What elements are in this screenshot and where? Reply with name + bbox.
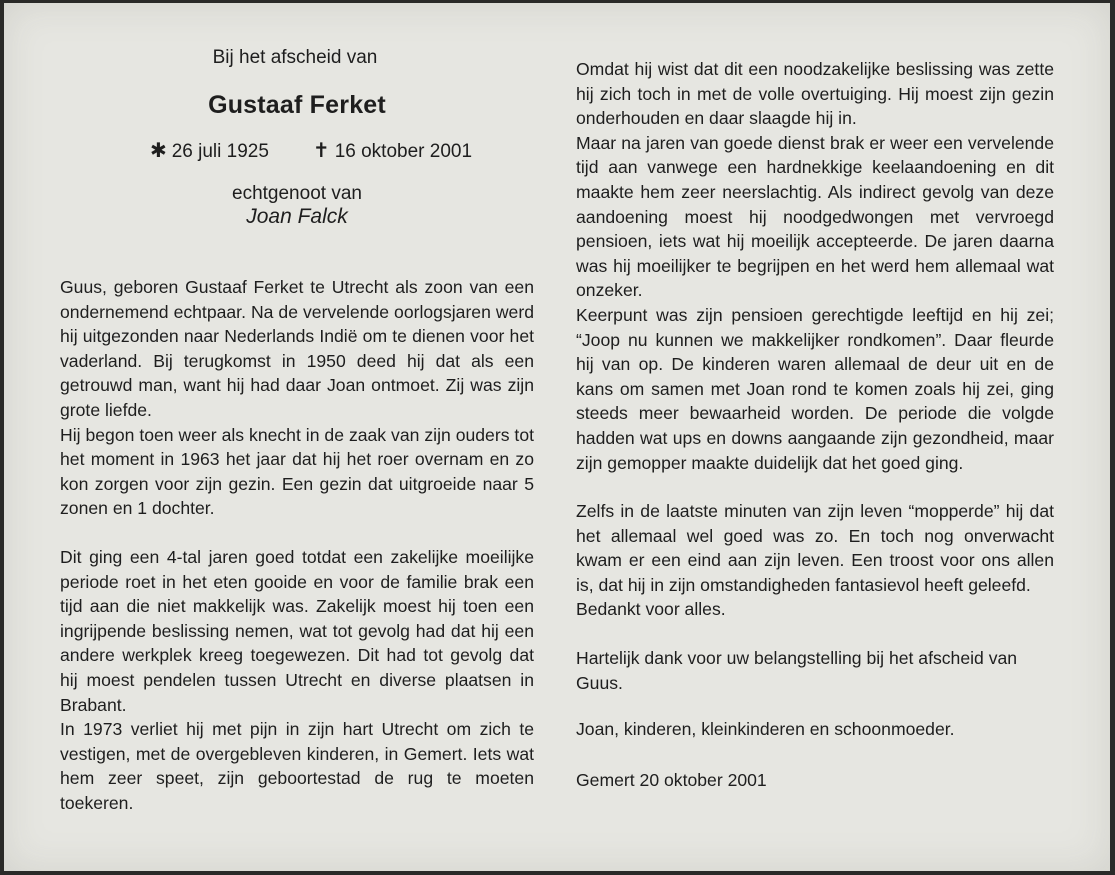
paragraph-gap bbox=[576, 475, 1054, 499]
left-paragraph-4: In 1973 verliet hij met pijn in zijn hart Utrecht om zich te vestigen, met de overgebleven kinderen, in Gemert. Iets wat hem zeer speet, zijn geboortestad de rug te moeten toekeren. bbox=[60, 719, 534, 813]
deceased-name: Gustaaf Ferket bbox=[208, 91, 386, 119]
birth-star-icon: ✱ bbox=[149, 140, 167, 162]
death-date: 16 oktober 2001 bbox=[334, 141, 473, 162]
spouse-name: Joan Falck bbox=[246, 205, 348, 228]
place-date-line: Gemert 20 oktober 2001 bbox=[576, 769, 767, 790]
memorial-card bbox=[4, 3, 1110, 871]
signature-line: Joan, kinderen, kleinkinderen en schoonmoeder. bbox=[576, 719, 955, 740]
right-paragraph-3: Keerpunt was zijn pensioen gerechtigde leeftijd en hij zei; “Joop nu kunnen we makkelijker rondkomen”. Daar fleurde hij van op. De kinderen waren allemaal de deur uit en de kans om samen met Joan rond te komen zoals hij zei, ging steeds meer bewaarheid worden. De periode die volgde hadden wat ups en downs aangaande zijn gezondheid, maar zijn gemopper maakte duidelijk dat het goed ging. bbox=[576, 304, 1054, 473]
right-column bbox=[576, 57, 1054, 792]
paragraph-gap bbox=[60, 521, 534, 545]
birth-date: 26 juli 1925 bbox=[171, 141, 269, 162]
life-dates bbox=[60, 138, 534, 163]
thanks-line: Hartelijk dank voor uw belangstelling bij het afscheid van Guus. bbox=[576, 648, 1018, 693]
right-paragraph-4: Zelfs in de laatste minuten van zijn leven “mopperde” hij dat het allemaal wel goed was zo. En toch nog onverwacht kwam er een eind aan zijn leven. Een troost voor ons allen is, dat hij in zijn omstandigheden fantasievol heeft geleefd. bbox=[576, 501, 1054, 595]
death-cross-icon: ✝ bbox=[312, 140, 330, 162]
left-column bbox=[60, 47, 534, 815]
left-paragraph-2: Hij begon toen weer als knecht in de zaak van zijn ouders tot het moment in 1963 het jaar dat hij het roer overnam en zo kon zorgen voor zijn gezin. Een gezin dat uitgroeide naar 5 zonen en 1 dochter. bbox=[60, 424, 534, 519]
left-paragraph-1: Guus, geboren Gustaaf Ferket te Utrecht als zoon van een ondernemend echtpaar. Na de vervelende oorlogsjaren werd hij uitgezonden naar Nederlands Indië om te dienen voor het vaderland. Bij terugkomst in 1950 deed hij dat als een getrouwd man, want hij had daar Joan ontmoet. Zij was zijn grote liefde. bbox=[60, 277, 534, 420]
left-paragraph-3: Dit ging een 4-tal jaren goed totdat een zakelijke moeilijke periode roet in het eten gooide en voor de familie brak een tijd aan die niet makkelijk was. Zakelijk moest hij toen een ingrijpende beslissing nemen, wat tot gevolg had dat hij een andere werkplek kreeg toegewezen. Dit had tot gevolg dat hij moest pendelen tussen Utrecht en diverse plaatsen in Brabant. bbox=[60, 546, 534, 715]
right-paragraph-1: Omdat hij wist dat dit een noodzakelijke beslissing was zette hij zich toch in met de volle overtuiging. Hij moest zijn gezin onderhouden en daar slaagde hij in. bbox=[576, 59, 1054, 129]
spouse-label: echtgenoot van bbox=[232, 183, 362, 204]
death-date-group bbox=[313, 138, 472, 163]
birth-date-group bbox=[150, 138, 269, 163]
right-paragraph-5: Bedankt voor alles. bbox=[576, 599, 726, 620]
right-paragraph-2: Maar na jaren van goede dienst brak er weer een vervelende tijd aan vanwege een hardnekkige keelaandoening en dit maakte hem zeer neerslachtig. Als indirect gevolg van deze aandoening moest hij noodgedwongen met vervroegd pensioen, iets wat hij moeilijk accepteerde. De jaren daarna was hij moeilijker te begrijpen en het werd hem allemaal wat onzeker. bbox=[576, 132, 1054, 301]
intro-line: Bij het afscheid van bbox=[212, 47, 378, 68]
